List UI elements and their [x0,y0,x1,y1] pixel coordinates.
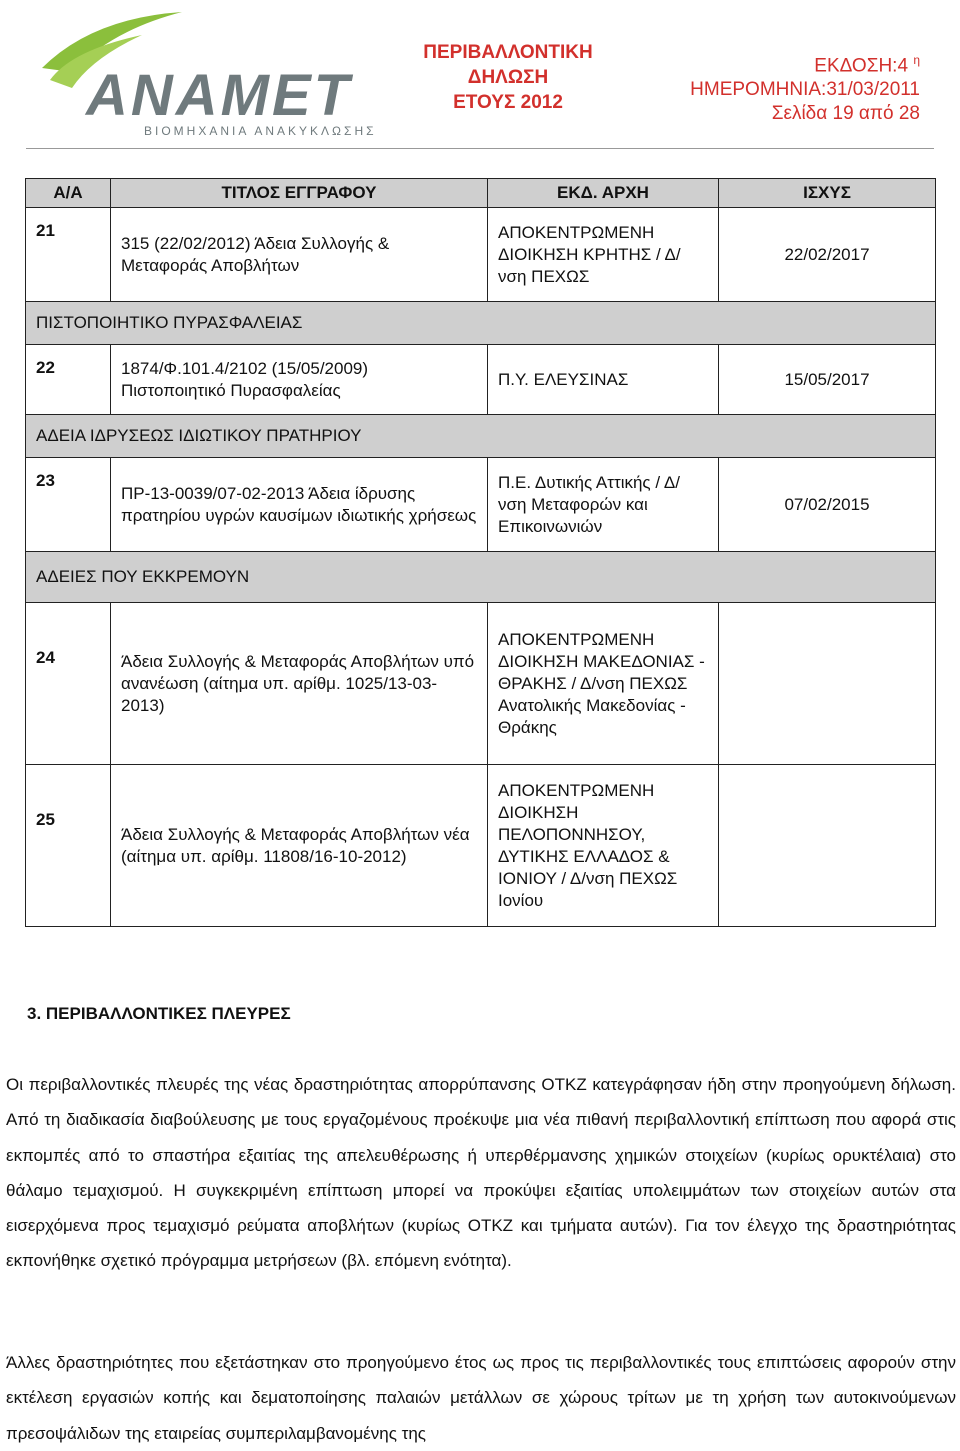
row-authority: Π.Υ. ΕΛΕΥΣΙΝΑΣ [488,345,719,415]
header-divider [26,148,934,149]
row-title: ΠΡ-13-0039/07-02-2013 Άδεια ίδρυσης πρατηρίου υγρών καυσίμων ιδιωτικής χρήσεως [111,458,488,552]
row-validity [719,603,936,765]
document-meta [690,48,920,126]
paragraph-other-activities: Άλλες δραστηριότητες που εξετάστηκαν στο προηγούμενο έτος ως προς τις περιβαλλοντικές τους επιπτώσεις αφορούν στην εκτέλεση εργασιών κοπής και δεματοποίησης παλαιών μετάλλων σε χώρους τρίτων με τη χρήση των αυτοκινούμενων πρεσοψάλιδων της εταιρείας συμπεριλαμβανομένης της [6,1353,956,1443]
permits-table [25,178,936,927]
table-row [26,345,936,415]
section-label: ΠΙΣΤΟΠΟΙΗΤΙΚΟ ΠΥΡΑΣΦΑΛΕΙΑΣ [26,302,936,345]
header-authority: ΕΚΔ. ΑΡΧΗ [488,179,719,208]
table-row [26,765,936,927]
table-row [26,458,936,552]
header-validity: ΙΣΧΥΣ [719,179,936,208]
edition-superscript: η [913,53,920,67]
paragraph-environmental-aspects: Οι περιβαλλοντικές πλευρές της νέας δραστηριότητας απορρύπανσης ΟΤΚΖ κατεγράφησαν ήδη στην προηγούμενη δήλωση. Από τη διαδικασία διαβούλευσης με τους εργαζομένους προέκυψε μια νέα πιθανή περιβαλλοντική επίπτωση που αφορά στις εκπομπές από το σπαστήρα εξαιτίας της απελευθέρωσης ή υπερθέρμανσης χημικών στοιχείων (κυρίως ορυκτέλαια) στο θάλαμο τεμαχισμού. Η συγκεκριμένη επίπτωση μπορεί να προκύψει εξαιτίας υπολειμμάτων των στοιχείων αυτών στα εισερχόμενα προς τεμαχισμό ρεύματα αποβλήτων (κυρίως ΟΤΚΖ και τμήματα αυτών). Για τον έλεγχο της δραστηριότητας εκπονήθηκε σχετικό πρόγραμμα μετρήσεων (βλ. επόμενη ενότητα). [6,1075,956,1271]
row-title: 1874/Φ.101.4/2102 (15/05/2009) Πιστοποιητικό Πυρασφαλείας [111,345,488,415]
document-title [398,40,618,115]
header-title: ΤΙΤΛΟΣ ΕΓΓΡΑΦΟΥ [111,179,488,208]
table-row [26,208,936,302]
section-label: ΑΔΕΙΕΣ ΠΟΥ ΕΚΚΡΕΜΟΥΝ [26,552,936,603]
edition-label: ΕΚΔΟΣΗ:4 [814,55,909,77]
title-line-3: ΕΤΟΥΣ 2012 [453,92,563,113]
section-row [26,415,936,458]
row-validity: 07/02/2015 [719,458,936,552]
section-heading: 3. ΠΕΡΙΒΑΛΛΟΝΤΙΚΕΣ ΠΛΕΥΡΕΣ [27,1004,291,1023]
row-number: 23 [26,458,111,552]
row-authority: ΑΠΟΚΕΝΤΡΩΜΕΝΗ ΔΙΟΙΚΗΣΗ ΠΕΛΟΠΟΝΝΗΣΟΥ, ΔΥΤΙΚΗΣ ΕΛΛΑΔΟΣ & ΙΟΝΙΟΥ / Δ/νση ΠΕΧΩΣ Ιονίου [488,765,719,927]
row-title: 315 (22/02/2012) Άδεια Συλλογής & Μεταφοράς Αποβλήτων [111,208,488,302]
row-title: Άδεια Συλλογής & Μεταφοράς Αποβλήτων υπό ανανέωση (αίτημα υπ. αρίθμ. 1025/13-03-2013) [111,603,488,765]
row-authority: ΑΠΟΚΕΝΤΡΩΜΕΝΗ ΔΙΟΙΚΗΣΗ ΚΡΗΤΗΣ / Δ/νση ΠΕΧΩΣ [488,208,719,302]
row-number: 25 [26,765,111,927]
section-row [26,302,936,345]
row-number: 22 [26,345,111,415]
logo-tagline: ΒΙΟΜΗΧΑΝΙΑ ΑΝΑΚΥΚΛΩΣΗΣ [144,124,377,138]
row-title: Άδεια Συλλογής & Μεταφοράς Αποβλήτων νέα (αίτημα υπ. αρίθμ. 11808/16-10-2012) [111,765,488,927]
table-row [26,603,936,765]
row-authority: ΑΠΟΚΕΝΤΡΩΜΕΝΗ ΔΙΟΙΚΗΣΗ ΜΑΚΕΔΟΝΙΑΣ - ΘΡΑΚΗΣ / Δ/νση ΠΕΧΩΣ Ανατολικής Μακεδονίας - Θράκης [488,603,719,765]
section-label: ΑΔΕΙΑ ΙΔΡΥΣΕΩΣ ΙΔΙΩΤΙΚΟΥ ΠΡΑΤΗΡΙΟΥ [26,415,936,458]
date-line: ΗΜΕΡΟΜΗΝΙΑ:31/03/2011 [690,79,920,101]
row-number: 21 [26,208,111,302]
title-line-2: ΔΗΛΩΣΗ [467,67,549,88]
row-validity [719,765,936,927]
row-validity: 22/02/2017 [719,208,936,302]
table-header-row [26,179,936,208]
header-aa: Α/Α [26,179,111,208]
company-logo [32,10,392,138]
edition-line [690,48,920,78]
row-validity: 15/05/2017 [719,345,936,415]
row-authority: Π.Ε. Δυτικής Αττικής / Δ/νση Μεταφορών και Επικοινωνιών [488,458,719,552]
row-number: 24 [26,603,111,765]
page-line: Σελίδα 19 από 28 [771,103,920,125]
section-row [26,552,936,603]
title-line-1: ΠΕΡΙΒΑΛΛΟΝΤΙΚΗ [423,42,593,63]
page-header [0,0,960,150]
logo-brand-text: ANAMET [86,63,353,128]
